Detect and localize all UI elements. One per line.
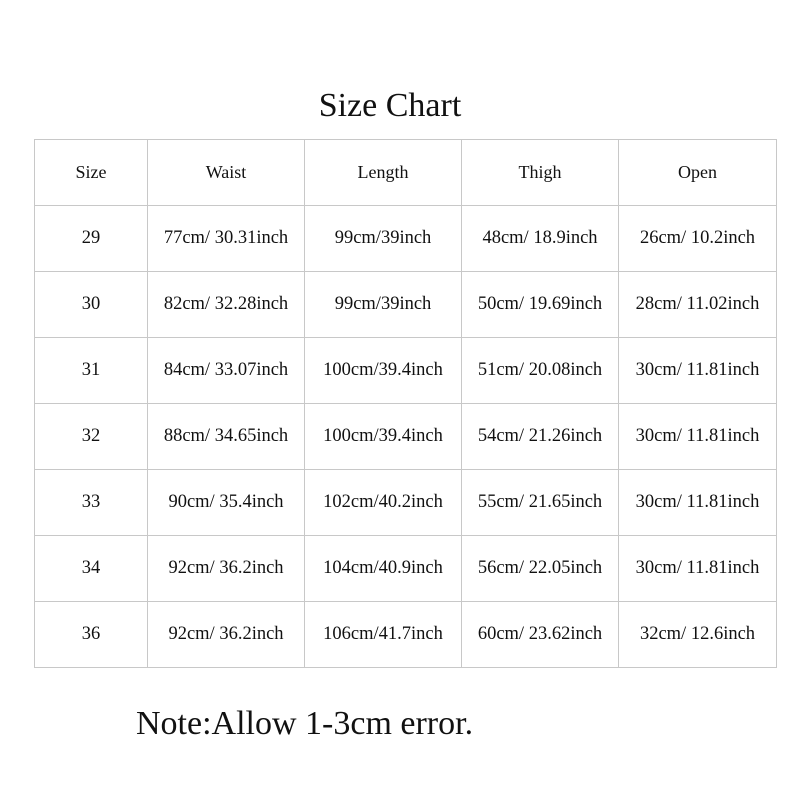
cell-size: 32: [35, 404, 148, 470]
cell-thigh: 54cm/ 21.26inch: [462, 404, 619, 470]
cell-thigh: 48cm/ 18.9inch: [462, 206, 619, 272]
header-open: Open: [619, 140, 777, 206]
table-row: [35, 404, 777, 470]
cell-size: 30: [35, 272, 148, 338]
cell-thigh: 56cm/ 22.05inch: [462, 536, 619, 602]
cell-waist: 88cm/ 34.65inch: [148, 404, 305, 470]
table-row: [35, 206, 777, 272]
cell-thigh: 50cm/ 19.69inch: [462, 272, 619, 338]
size-table: [34, 139, 777, 668]
cell-length: 102cm/40.2inch: [305, 470, 462, 536]
cell-length: 106cm/41.7inch: [305, 602, 462, 668]
cell-open: 30cm/ 11.81inch: [619, 470, 777, 536]
cell-waist: 90cm/ 35.4inch: [148, 470, 305, 536]
cell-length: 99cm/39inch: [305, 206, 462, 272]
cell-open: 30cm/ 11.81inch: [619, 536, 777, 602]
cell-waist: 84cm/ 33.07inch: [148, 338, 305, 404]
cell-waist: 77cm/ 30.31inch: [148, 206, 305, 272]
cell-size: 33: [35, 470, 148, 536]
cell-size: 36: [35, 602, 148, 668]
table-row: [35, 338, 777, 404]
cell-size: 34: [35, 536, 148, 602]
header-size: Size: [35, 140, 148, 206]
error-note: Note:Allow 1-3cm error.: [136, 705, 474, 742]
table-row: [35, 602, 777, 668]
cell-thigh: 55cm/ 21.65inch: [462, 470, 619, 536]
cell-length: 100cm/39.4inch: [305, 338, 462, 404]
cell-open: 26cm/ 10.2inch: [619, 206, 777, 272]
cell-thigh: 60cm/ 23.62inch: [462, 602, 619, 668]
cell-waist: 82cm/ 32.28inch: [148, 272, 305, 338]
header-thigh: Thigh: [462, 140, 619, 206]
cell-waist: 92cm/ 36.2inch: [148, 602, 305, 668]
table-row: [35, 470, 777, 536]
cell-open: 30cm/ 11.81inch: [619, 404, 777, 470]
table-header-row: [35, 140, 777, 206]
table-row: [35, 536, 777, 602]
cell-open: 30cm/ 11.81inch: [619, 338, 777, 404]
cell-thigh: 51cm/ 20.08inch: [462, 338, 619, 404]
cell-length: 104cm/40.9inch: [305, 536, 462, 602]
cell-open: 32cm/ 12.6inch: [619, 602, 777, 668]
header-waist: Waist: [148, 140, 305, 206]
cell-waist: 92cm/ 36.2inch: [148, 536, 305, 602]
table-row: [35, 272, 777, 338]
cell-length: 100cm/39.4inch: [305, 404, 462, 470]
page-title: Size Chart: [318, 87, 462, 124]
cell-open: 28cm/ 11.02inch: [619, 272, 777, 338]
cell-size: 29: [35, 206, 148, 272]
cell-length: 99cm/39inch: [305, 272, 462, 338]
header-length: Length: [305, 140, 462, 206]
cell-size: 31: [35, 338, 148, 404]
